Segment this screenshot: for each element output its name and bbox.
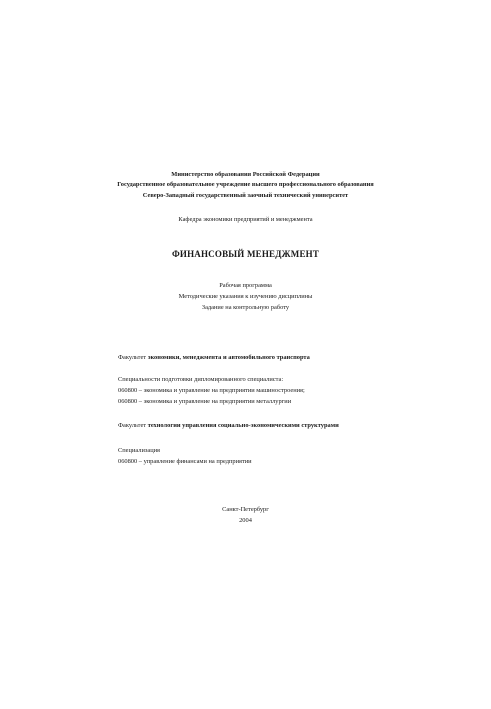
subtitle-guidelines: Методические указания к изучению дисциплины	[178, 293, 313, 300]
university-line: Северо-Западный государственный заочный технический университет	[142, 192, 349, 199]
faculty-1-prefix: Факультет	[118, 354, 148, 361]
faculty-2-name: технологии управления социально-экономическими структурами	[147, 422, 339, 429]
document-title: ФИНАНСОВЫЙ МЕНЕДЖМЕНТ	[171, 249, 320, 259]
faculty-1-name: экономики, менеджмента и автомобильного транспорта	[147, 354, 310, 361]
ministry-line: Министерство образования Российской Федерации	[171, 171, 320, 178]
subtitle-program: Рабочая программа	[219, 282, 272, 289]
department-line: Кафедра экономики предприятий и менеджмента	[178, 216, 313, 223]
year-line: 2004	[239, 517, 252, 524]
specialty-item-2: 060800 – экономика и управление на предприятии металлургии	[118, 398, 292, 405]
specialization-heading: Специализация	[118, 447, 161, 454]
institution-type-line: Государственное образовательное учреждение высшего профессионального образования	[117, 181, 374, 188]
specialties-heading: Специальности подготовки дипломированного специалиста:	[118, 376, 284, 383]
subtitle-assignment: Задание на контрольную работу	[201, 304, 290, 311]
faculty-2-prefix: Факультет	[118, 422, 148, 429]
specialty-item-1: 060800 – экономика и управление на предприятии машиностроения;	[118, 387, 305, 394]
faculty-1-line	[118, 354, 310, 362]
city-line: Санкт-Петербург	[222, 506, 269, 513]
faculty-2-line	[118, 422, 339, 430]
specialization-item: 060800 – управление финансами на предприятии	[118, 458, 252, 465]
